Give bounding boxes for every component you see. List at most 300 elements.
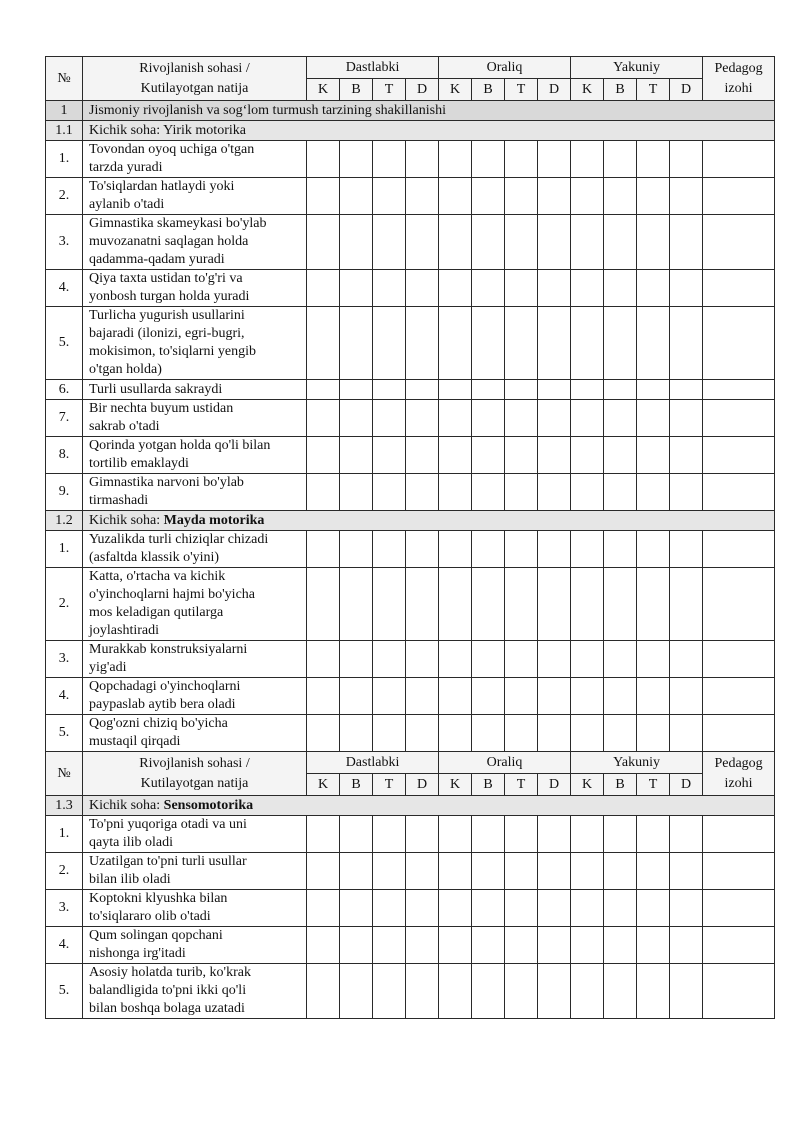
score-cell[interactable] xyxy=(637,380,670,400)
score-cell[interactable] xyxy=(538,307,571,380)
score-cell[interactable] xyxy=(340,678,373,715)
score-cell[interactable] xyxy=(505,307,538,380)
score-cell[interactable] xyxy=(472,816,505,853)
item-line: Gimnastika narvoni bo'ylab xyxy=(89,475,244,490)
score-cell[interactable] xyxy=(637,641,670,678)
score-cell[interactable] xyxy=(472,853,505,890)
item-number: 8. xyxy=(46,437,83,474)
score-cell[interactable] xyxy=(439,890,472,927)
score-cell[interactable] xyxy=(571,715,604,752)
score-cell[interactable] xyxy=(670,641,703,678)
score-cell[interactable] xyxy=(538,474,571,511)
score-cell[interactable] xyxy=(538,853,571,890)
score-cell[interactable] xyxy=(472,890,505,927)
teacher-note-cell[interactable] xyxy=(703,678,775,715)
score-cell[interactable] xyxy=(604,641,637,678)
header-subcol: T xyxy=(505,774,538,796)
score-cell[interactable] xyxy=(604,715,637,752)
subsection-number: 1.2 xyxy=(46,511,83,531)
score-cell[interactable] xyxy=(472,270,505,307)
score-cell[interactable] xyxy=(373,715,406,752)
score-cell[interactable] xyxy=(670,568,703,641)
score-cell[interactable] xyxy=(670,437,703,474)
table-row xyxy=(46,816,775,853)
score-cell[interactable] xyxy=(571,437,604,474)
score-cell[interactable] xyxy=(472,215,505,270)
score-cell[interactable] xyxy=(373,568,406,641)
score-cell[interactable] xyxy=(340,141,373,178)
score-cell[interactable] xyxy=(505,816,538,853)
score-cell[interactable] xyxy=(571,890,604,927)
score-cell[interactable] xyxy=(373,678,406,715)
score-cell[interactable] xyxy=(505,474,538,511)
teacher-note-cell[interactable] xyxy=(703,141,775,178)
item-number: 4. xyxy=(46,678,83,715)
score-cell[interactable] xyxy=(637,531,670,568)
item-description xyxy=(83,141,307,178)
score-cell[interactable] xyxy=(472,437,505,474)
score-cell[interactable] xyxy=(538,270,571,307)
score-cell[interactable] xyxy=(472,141,505,178)
score-cell[interactable] xyxy=(604,927,637,964)
score-cell[interactable] xyxy=(307,474,340,511)
item-line: bilan boshqa bolaga uzatadi xyxy=(89,1001,245,1016)
teacher-note-cell[interactable] xyxy=(703,715,775,752)
score-cell[interactable] xyxy=(340,531,373,568)
score-cell[interactable] xyxy=(571,215,604,270)
score-cell[interactable] xyxy=(373,890,406,927)
score-cell[interactable] xyxy=(571,380,604,400)
score-cell[interactable] xyxy=(670,715,703,752)
score-cell[interactable] xyxy=(637,474,670,511)
score-cell[interactable] xyxy=(604,678,637,715)
header-subcol: D xyxy=(406,79,439,101)
item-line: Qopchadagi o'yinchoqlarni xyxy=(89,679,241,694)
score-cell[interactable] xyxy=(505,400,538,437)
score-cell[interactable] xyxy=(604,890,637,927)
teacher-note-cell[interactable] xyxy=(703,178,775,215)
score-cell[interactable] xyxy=(406,531,439,568)
item-number: 5. xyxy=(46,964,83,1019)
score-cell[interactable] xyxy=(373,215,406,270)
score-cell[interactable] xyxy=(373,531,406,568)
teacher-note-cell[interactable] xyxy=(703,215,775,270)
score-cell[interactable] xyxy=(406,270,439,307)
score-cell[interactable] xyxy=(637,568,670,641)
score-cell[interactable] xyxy=(505,270,538,307)
header-subcol: D xyxy=(406,774,439,796)
score-cell[interactable] xyxy=(604,816,637,853)
score-cell[interactable] xyxy=(538,715,571,752)
item-line: aylanib o'tadi xyxy=(89,197,165,212)
score-cell[interactable] xyxy=(670,816,703,853)
teacher-note-cell[interactable] xyxy=(703,531,775,568)
score-cell[interactable] xyxy=(571,568,604,641)
score-cell[interactable] xyxy=(538,380,571,400)
score-cell[interactable] xyxy=(604,568,637,641)
score-cell[interactable] xyxy=(670,215,703,270)
item-line: bajaradi (ilonizi, egri-bugri, xyxy=(89,326,245,341)
item-line: mos keladigan qutilarga xyxy=(89,605,224,620)
score-cell[interactable] xyxy=(505,890,538,927)
score-cell[interactable] xyxy=(571,270,604,307)
header-subcol: K xyxy=(307,774,340,796)
score-cell[interactable] xyxy=(340,380,373,400)
teacher-note-cell[interactable] xyxy=(703,816,775,853)
subsection-row xyxy=(46,796,775,816)
score-cell[interactable] xyxy=(604,437,637,474)
teacher-note-cell[interactable] xyxy=(703,964,775,1019)
table-row xyxy=(46,890,775,927)
score-cell[interactable] xyxy=(307,964,340,1019)
score-cell[interactable] xyxy=(637,890,670,927)
score-cell[interactable] xyxy=(307,678,340,715)
score-cell[interactable] xyxy=(307,816,340,853)
score-cell[interactable] xyxy=(571,400,604,437)
score-cell[interactable] xyxy=(637,678,670,715)
header-phase: Yakuniy xyxy=(571,57,703,79)
score-cell[interactable] xyxy=(373,380,406,400)
score-cell[interactable] xyxy=(307,437,340,474)
score-cell[interactable] xyxy=(307,927,340,964)
score-cell[interactable] xyxy=(406,568,439,641)
teacher-note-cell[interactable] xyxy=(703,270,775,307)
score-cell[interactable] xyxy=(604,270,637,307)
score-cell[interactable] xyxy=(670,678,703,715)
score-cell[interactable] xyxy=(373,641,406,678)
score-cell[interactable] xyxy=(670,964,703,1019)
score-cell[interactable] xyxy=(439,474,472,511)
score-cell[interactable] xyxy=(406,641,439,678)
item-number: 5. xyxy=(46,307,83,380)
score-cell[interactable] xyxy=(406,380,439,400)
teacher-note-cell[interactable] xyxy=(703,568,775,641)
score-cell[interactable] xyxy=(670,380,703,400)
section-row xyxy=(46,101,775,121)
score-cell[interactable] xyxy=(340,270,373,307)
score-cell[interactable] xyxy=(340,816,373,853)
score-cell[interactable] xyxy=(307,380,340,400)
score-cell[interactable] xyxy=(373,437,406,474)
score-cell[interactable] xyxy=(406,816,439,853)
score-cell[interactable] xyxy=(406,400,439,437)
item-line: Qorinda yotgan holda qo'li bilan xyxy=(89,438,271,453)
score-cell[interactable] xyxy=(637,853,670,890)
score-cell[interactable] xyxy=(538,816,571,853)
score-cell[interactable] xyxy=(307,531,340,568)
item-line: Uzatilgan to'pni turli usullar xyxy=(89,854,247,869)
score-cell[interactable] xyxy=(505,641,538,678)
teacher-note-cell[interactable] xyxy=(703,307,775,380)
teacher-note-cell[interactable] xyxy=(703,380,775,400)
score-cell[interactable] xyxy=(670,307,703,380)
score-cell[interactable] xyxy=(307,853,340,890)
score-cell[interactable] xyxy=(538,568,571,641)
score-cell[interactable] xyxy=(406,141,439,178)
table-row xyxy=(46,715,775,752)
score-cell[interactable] xyxy=(307,890,340,927)
score-cell[interactable] xyxy=(307,568,340,641)
score-cell[interactable] xyxy=(439,678,472,715)
score-cell[interactable] xyxy=(373,474,406,511)
score-cell[interactable] xyxy=(472,307,505,380)
score-cell[interactable] xyxy=(604,178,637,215)
header-phase: Dastlabki xyxy=(307,57,439,79)
score-cell[interactable] xyxy=(505,178,538,215)
score-cell[interactable] xyxy=(406,215,439,270)
item-number: 5. xyxy=(46,715,83,752)
score-cell[interactable] xyxy=(340,568,373,641)
item-description xyxy=(83,890,307,927)
score-cell[interactable] xyxy=(571,816,604,853)
score-cell[interactable] xyxy=(472,964,505,1019)
section-number: 1 xyxy=(46,101,83,121)
score-cell[interactable] xyxy=(406,890,439,927)
score-cell[interactable] xyxy=(505,853,538,890)
score-cell[interactable] xyxy=(571,853,604,890)
score-cell[interactable] xyxy=(571,178,604,215)
score-cell[interactable] xyxy=(538,531,571,568)
score-cell[interactable] xyxy=(307,715,340,752)
item-line: tarzda yuradi xyxy=(89,160,163,175)
score-cell[interactable] xyxy=(340,437,373,474)
score-cell[interactable] xyxy=(307,641,340,678)
score-cell[interactable] xyxy=(406,715,439,752)
score-cell[interactable] xyxy=(406,927,439,964)
score-cell[interactable] xyxy=(472,678,505,715)
item-description xyxy=(83,568,307,641)
score-cell[interactable] xyxy=(505,715,538,752)
score-cell[interactable] xyxy=(637,178,670,215)
score-cell[interactable] xyxy=(505,964,538,1019)
score-cell[interactable] xyxy=(637,141,670,178)
score-cell[interactable] xyxy=(406,964,439,1019)
header-subcol: D xyxy=(670,774,703,796)
score-cell[interactable] xyxy=(439,215,472,270)
score-cell[interactable] xyxy=(406,178,439,215)
score-cell[interactable] xyxy=(373,178,406,215)
score-cell[interactable] xyxy=(373,270,406,307)
score-cell[interactable] xyxy=(340,307,373,380)
score-cell[interactable] xyxy=(472,927,505,964)
score-cell[interactable] xyxy=(340,715,373,752)
score-cell[interactable] xyxy=(373,400,406,437)
score-cell[interactable] xyxy=(604,141,637,178)
header-subcol: D xyxy=(670,79,703,101)
score-cell[interactable] xyxy=(439,307,472,380)
score-cell[interactable] xyxy=(538,678,571,715)
score-cell[interactable] xyxy=(571,474,604,511)
score-cell[interactable] xyxy=(373,964,406,1019)
score-cell[interactable] xyxy=(538,141,571,178)
teacher-note-cell[interactable] xyxy=(703,890,775,927)
score-cell[interactable] xyxy=(373,816,406,853)
score-cell[interactable] xyxy=(670,853,703,890)
teacher-note-cell[interactable] xyxy=(703,437,775,474)
score-cell[interactable] xyxy=(307,400,340,437)
score-cell[interactable] xyxy=(538,215,571,270)
score-cell[interactable] xyxy=(670,531,703,568)
score-cell[interactable] xyxy=(505,437,538,474)
score-cell[interactable] xyxy=(439,715,472,752)
score-cell[interactable] xyxy=(505,568,538,641)
score-cell[interactable] xyxy=(340,641,373,678)
score-cell[interactable] xyxy=(670,474,703,511)
header-phase: Yakuniy xyxy=(571,752,703,774)
score-cell[interactable] xyxy=(439,178,472,215)
score-cell[interactable] xyxy=(670,890,703,927)
score-cell[interactable] xyxy=(637,215,670,270)
teacher-note-cell[interactable] xyxy=(703,474,775,511)
score-cell[interactable] xyxy=(373,927,406,964)
score-cell[interactable] xyxy=(340,215,373,270)
item-line: Koptokni klyushka bilan xyxy=(89,891,228,906)
score-cell[interactable] xyxy=(472,531,505,568)
score-cell[interactable] xyxy=(571,307,604,380)
score-cell[interactable] xyxy=(637,400,670,437)
score-cell[interactable] xyxy=(439,853,472,890)
item-number: 2. xyxy=(46,178,83,215)
score-cell[interactable] xyxy=(307,141,340,178)
teacher-note-cell[interactable] xyxy=(703,400,775,437)
item-line: paypaslab aytib bera oladi xyxy=(89,697,236,712)
item-line: Gimnastika skameykasi bo'ylab xyxy=(89,216,267,231)
score-cell[interactable] xyxy=(439,380,472,400)
table-row xyxy=(46,178,775,215)
score-cell[interactable] xyxy=(604,380,637,400)
table-row xyxy=(46,400,775,437)
item-line: Asosiy holatda turib, ko'krak xyxy=(89,965,251,980)
teacher-note-cell[interactable] xyxy=(703,927,775,964)
score-cell[interactable] xyxy=(571,964,604,1019)
score-cell[interactable] xyxy=(406,474,439,511)
score-cell[interactable] xyxy=(340,400,373,437)
score-cell[interactable] xyxy=(505,380,538,400)
score-cell[interactable] xyxy=(340,964,373,1019)
score-cell[interactable] xyxy=(571,641,604,678)
score-cell[interactable] xyxy=(505,215,538,270)
score-cell[interactable] xyxy=(307,215,340,270)
score-cell[interactable] xyxy=(439,816,472,853)
score-cell[interactable] xyxy=(604,400,637,437)
score-cell[interactable] xyxy=(604,474,637,511)
score-cell[interactable] xyxy=(571,927,604,964)
score-cell[interactable] xyxy=(439,641,472,678)
score-cell[interactable] xyxy=(604,307,637,380)
score-cell[interactable] xyxy=(604,853,637,890)
item-line: mokisimon, to'siqlarni yengib xyxy=(89,344,257,359)
score-cell[interactable] xyxy=(406,307,439,380)
score-cell[interactable] xyxy=(538,927,571,964)
score-cell[interactable] xyxy=(505,678,538,715)
score-cell[interactable] xyxy=(406,853,439,890)
score-cell[interactable] xyxy=(604,531,637,568)
item-line: mustaqil qirqadi xyxy=(89,734,181,749)
score-cell[interactable] xyxy=(538,437,571,474)
score-cell[interactable] xyxy=(670,927,703,964)
score-cell[interactable] xyxy=(670,141,703,178)
table-row xyxy=(46,307,775,380)
item-description xyxy=(83,437,307,474)
score-cell[interactable] xyxy=(472,641,505,678)
header-subcol: K xyxy=(571,79,604,101)
score-cell[interactable] xyxy=(439,964,472,1019)
score-cell[interactable] xyxy=(373,853,406,890)
score-cell[interactable] xyxy=(637,927,670,964)
score-cell[interactable] xyxy=(670,270,703,307)
score-cell[interactable] xyxy=(670,178,703,215)
score-cell[interactable] xyxy=(406,437,439,474)
score-cell[interactable] xyxy=(307,307,340,380)
score-cell[interactable] xyxy=(472,568,505,641)
score-cell[interactable] xyxy=(439,531,472,568)
teacher-note-cell[interactable] xyxy=(703,641,775,678)
teacher-note-cell[interactable] xyxy=(703,853,775,890)
score-cell[interactable] xyxy=(571,141,604,178)
score-cell[interactable] xyxy=(604,964,637,1019)
score-cell[interactable] xyxy=(340,853,373,890)
item-line: To'siqlardan hatlaydi yoki xyxy=(89,179,235,194)
score-cell[interactable] xyxy=(538,178,571,215)
score-cell[interactable] xyxy=(538,890,571,927)
score-cell[interactable] xyxy=(472,400,505,437)
score-cell[interactable] xyxy=(637,964,670,1019)
score-cell[interactable] xyxy=(604,215,637,270)
score-cell[interactable] xyxy=(538,641,571,678)
score-cell[interactable] xyxy=(505,531,538,568)
score-cell[interactable] xyxy=(637,437,670,474)
score-cell[interactable] xyxy=(505,141,538,178)
score-cell[interactable] xyxy=(472,178,505,215)
score-cell[interactable] xyxy=(505,927,538,964)
score-cell[interactable] xyxy=(307,270,340,307)
header-teacher-line1: Pedagog xyxy=(714,755,763,771)
score-cell[interactable] xyxy=(307,178,340,215)
item-line: Katta, o'rtacha va kichik xyxy=(89,569,226,584)
item-description xyxy=(83,474,307,511)
score-cell[interactable] xyxy=(439,270,472,307)
score-cell[interactable] xyxy=(538,964,571,1019)
score-cell[interactable] xyxy=(637,715,670,752)
score-cell[interactable] xyxy=(340,927,373,964)
score-cell[interactable] xyxy=(637,307,670,380)
score-cell[interactable] xyxy=(340,474,373,511)
score-cell[interactable] xyxy=(571,531,604,568)
header-domain-line1: Rivojlanish sohasi / xyxy=(139,755,250,771)
score-cell[interactable] xyxy=(637,816,670,853)
score-cell[interactable] xyxy=(472,474,505,511)
score-cell[interactable] xyxy=(340,178,373,215)
subsection-title xyxy=(83,796,775,816)
score-cell[interactable] xyxy=(439,568,472,641)
score-cell[interactable] xyxy=(439,141,472,178)
item-line: tortilib emaklaydi xyxy=(89,456,189,471)
score-cell[interactable] xyxy=(439,437,472,474)
score-cell[interactable] xyxy=(571,678,604,715)
score-cell[interactable] xyxy=(472,380,505,400)
header-subcol: B xyxy=(604,79,637,101)
score-cell[interactable] xyxy=(637,270,670,307)
score-cell[interactable] xyxy=(472,715,505,752)
score-cell[interactable] xyxy=(373,307,406,380)
score-cell[interactable] xyxy=(340,890,373,927)
score-cell[interactable] xyxy=(670,400,703,437)
score-cell[interactable] xyxy=(406,678,439,715)
score-cell[interactable] xyxy=(373,141,406,178)
score-cell[interactable] xyxy=(439,400,472,437)
score-cell[interactable] xyxy=(538,400,571,437)
score-cell[interactable] xyxy=(439,927,472,964)
